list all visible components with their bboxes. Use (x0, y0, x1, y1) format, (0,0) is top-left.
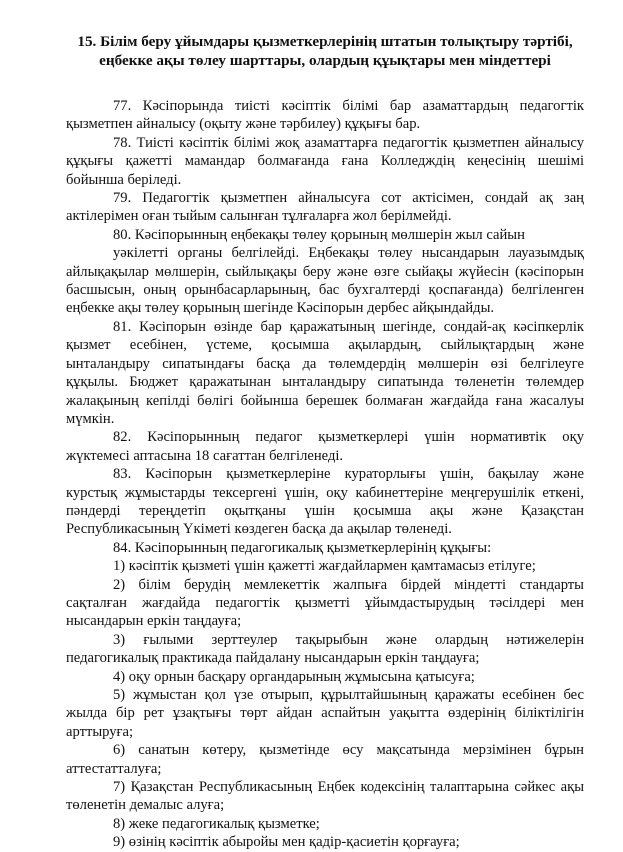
text-line: 78. Тиісті кәсіптік білімі жоқ азаматтарға педагогтік қызметпен айналысу (113, 134, 584, 151)
text-line: нысандарын еркін таңдауға; (66, 613, 242, 630)
section-title-line: 15. Білім беру ұйымдары қызметкерлерінің штатын толықтыру тәртібі, (77, 33, 573, 50)
text-line: уәкілетті органы белгілейді. Еңбекақы төлеу нысандарын лауазымдық (113, 245, 584, 262)
text-line: 3) ғылыми зерттеулер тақырыбын және олардың нәтижелерін (113, 631, 584, 648)
text-line: пәндерді тереңдетіп оқытқаны үшін қосымша ақы және Қазақстан (66, 502, 584, 519)
text-line: сақталған жағдайда педагогтік қызметті ұйымдастырудың тәсілдері мен (66, 594, 584, 611)
text-line: педагогикалық практикада пайдалану нысандарын еркін таңдауға; (66, 650, 480, 667)
text-line: 7) Қазақстан Республикасының Еңбек кодексінің талаптарына сәйкес ақы (113, 779, 584, 796)
text-line: төленетін демалыс алуға; (66, 797, 225, 814)
text-line: 8) жеке педагогикалық қызметке; (113, 815, 320, 832)
text-line: ынталандыру сипатындағы басқа да төлемдердің мөлшерін өзі белгілеуге (66, 355, 584, 372)
text-line: 1) кәсіптік қызметі үшін қажетті жағдайлармен қамтамасыз етілуге; (113, 558, 536, 575)
text-line: Республикасының Үкіметі көздеген басқа да ақылар төленеді. (66, 521, 452, 538)
text-line: 84. Кәсіпорынның педагогикалық қызметкерлерінің құқығы: (113, 539, 492, 556)
text-line: құқылы. Бюджет қаражатынан ынталандыру сипатында төленетін төлемдер (66, 374, 584, 391)
text-line: қызметпен айналысу (оқыту және тәрбилеу) құқығы бар. (66, 116, 421, 133)
text-line: қызмет есебінен, үстеме, қосымша ақылардың, сыйлықтардың және (66, 337, 584, 354)
text-line: 77. Кәсіпорында тиісті кәсіптік білімі бар азаматтардың педагогтік (113, 98, 584, 114)
text-line: арттыруға; (66, 723, 134, 740)
text-line: курстық жұмыстарды тексергені үшін, оқу кабинеттеріне меңгерушілік еткені, (66, 484, 584, 501)
text-line: 80. Кәсіпорынның еңбекақы төлеу қорының мөлшерін жыл сайын (113, 226, 525, 243)
text-line: аттестатталуға; (66, 760, 162, 777)
text-line: бойынша беріледі. (66, 171, 182, 188)
text-line: еңбекке ақы төлеу қорының шегінде Кәсіпорын дербес айқындайды. (66, 300, 495, 317)
document-page (66, 33, 584, 852)
text-line: 4) оқу орнын басқару органдарының жұмысына қатысуға; (113, 668, 475, 685)
text-line: 83. Кәсіпорын қызметкерлеріне кураторлығы үшін, бақылау және (113, 466, 584, 483)
text-line: 2) білім берудің мемлекеттік жалпыға бірдей міндетті стандарты (113, 576, 584, 593)
text-line: айлықақылар мөлшерін, сыйлықақы беру және өзге сыйақы жүйесін (кәсіпорын (66, 263, 584, 280)
document-body (66, 97, 584, 852)
text-line: 81. Кәсіпорын өзінде бар қаражатының шегінде, сондай-ақ кәсіпкерлік (113, 318, 584, 335)
section-title (66, 33, 584, 70)
text-line: мүмкін. (66, 410, 115, 427)
text-line: құқығы қажетті мамандар болмағанда ғана Колледждің кеңесінің шешімі (66, 153, 584, 170)
text-line: басшысын, оның орынбасарларының, бас бухгалтерді қоспағанда) белгіленген (66, 282, 584, 299)
text-line: 6) санатын көтеру, қызметінде өсу мақсатында мерзімінен бұрын (113, 742, 584, 759)
text-line: 82. Кәсіпорынның педагог қызметкерлері үшін нормативтік оқу (113, 429, 584, 446)
text-line: 9) өзінің кәсіптік абыройы мен қадір-қасиетін қорғауға; (113, 834, 460, 851)
text-line: жалақының кепілді бөлігі бойынша берешек болмаған жағдайда ғана жасалуы (66, 392, 584, 409)
text-line: актілерімен оған тыйым салынған тұлғаларға жол берілмейді. (66, 208, 452, 225)
text-line: жылда бір рет ұзақтығы төрт айдан аспайтын уақытта өздерінің біліктілігін (66, 705, 584, 722)
text-line: жүктемесі аптасына 18 сағаттан белгіленеді. (66, 447, 344, 464)
text-line: 5) жұмыстан қол үзе отырып, құрылтайшының қаражаты есебінен бес (113, 687, 584, 703)
text-line: 79. Педагогтік қызметпен айналысуға сот актісімен, сондай ақ заң (113, 190, 584, 207)
section-title-line: еңбекке ақы төлеу шарттары, олардың құықтары мен міндеттері (99, 51, 551, 69)
